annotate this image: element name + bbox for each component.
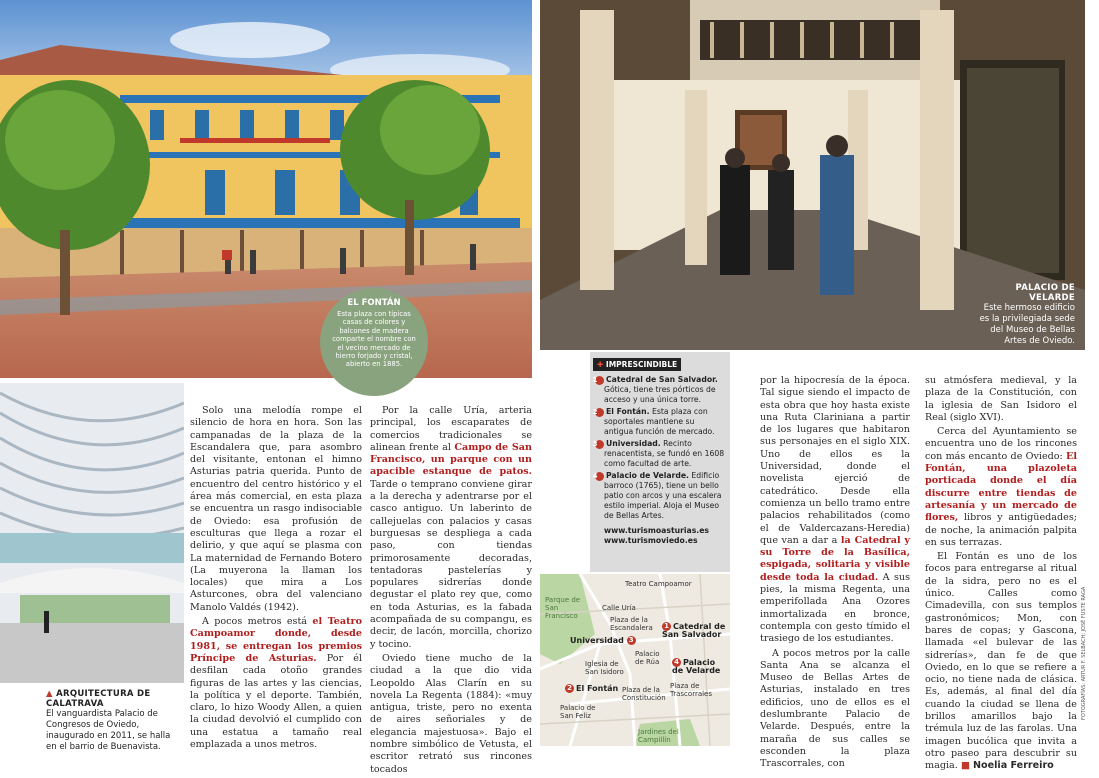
- col1-paragraph-1: Solo una melodía rompe el silencio de hora en hora. Son las campanadas de la plaza de la Escandalera que, para asombro del visitante, entonan el himno Asturias patria querida. Punto de encuentro del centro histórico y el área más comercial, en esta plaza se encuentra un rasgo indisociable de Oviedo: esa profusión de esculturas que llega a rozar el delirio, y que aquí se plasma con La maternidad de Fernando Botero (La muyerona la llaman los locales) que mira a Los Asturcones, obra del valenciano Manolo Valdés (1942).: [190, 405, 362, 613]
- col2-paragraph-1: [370, 405, 532, 651]
- imprescindible-item-title: Universidad.: [606, 439, 661, 448]
- triangle-up-icon: ▲: [46, 689, 53, 699]
- velarde-caption: [975, 283, 1075, 347]
- col1-p2-highlight: el Teatro Campoamor donde, desde 1981, se entregan los premios Príncipe de Asturias.: [190, 616, 362, 664]
- map-label-escandalera: Plaza de la Escandalera: [610, 616, 653, 632]
- imprescindible-item-text: Edificio barroco (1765), tiene un bello patio con arcos y una escalera estilo imperial. Aloja el Museo de Bellas Artes.: [604, 471, 722, 520]
- number-marker: 1: [595, 376, 604, 385]
- photo-credit: FOTOGRAFÍAS: ARTUR F. SELBACH; JOSÉ FUSTE RAGA: [1081, 586, 1087, 720]
- calatrava-caption-title: [46, 689, 181, 709]
- number-marker: 4: [595, 472, 604, 481]
- col4-paragraph-1: su atmósfera medieval, y la plaza de la Constitución, con la iglesia de San Isidoro el Real (siglo XVI).: [925, 375, 1077, 423]
- article-column-2: [370, 405, 532, 778]
- col3-paragraph-1: [760, 375, 910, 646]
- map-label-uria: Calle Uría: [602, 604, 636, 612]
- imprescindible-item: [592, 471, 725, 521]
- col4-p2-text-a: Cerca del Ayuntamiento se encuentra uno de los rincones con más encanto de Oviedo:: [925, 426, 1077, 462]
- map-label-trascorrales: Plaza de Trascorrales: [670, 682, 713, 698]
- map-label-campillin: Jardines del Campillín: [638, 728, 679, 744]
- link-turismoasturias[interactable]: www.turismoasturias.es: [604, 526, 709, 535]
- fontan-plaza-photo: [0, 0, 532, 378]
- col1-paragraph-2: [190, 616, 362, 751]
- imprescindible-item-text: Recinto renacentista, se fundó en 1608 como facultad de arte.: [604, 439, 725, 468]
- fontan-caption-text: Esta plaza con típicas casas de colores y balcones de madera comparte el nombre con el vecino mercado de hierro forjado y cristal, abierto en 1885.: [332, 310, 416, 369]
- col4-p2-highlight: El Fontán, una plazoleta porticada donde el día discurre entre tiendas de artesanía y un mercado de flores,: [925, 450, 1077, 524]
- map-label-parque: Parque de San Francisco: [545, 596, 581, 620]
- calatrava-caption-text: El vanguardista Palacio de Congresos de Oviedo, inaugurado en 2011, se halla en el barrio de Buenavista.: [46, 709, 171, 752]
- map-label-velarde: [672, 658, 728, 675]
- calatrava-caption: [46, 689, 181, 753]
- imprescindible-box: [590, 352, 730, 572]
- number-marker: 3: [595, 440, 604, 449]
- col4-paragraph-3: [925, 551, 1077, 772]
- imprescindible-links: [590, 523, 730, 546]
- velarde-caption-text: Este hermoso edificio es la privilegiada sede del Museo de Bellas Artes de Oviedo.: [979, 303, 1075, 346]
- square-bullet-icon: ■: [960, 760, 970, 772]
- col2-p1-text-a: Por la calle Uría, arteria principal, los escaparates de comercios tradicionales se alinean frente al: [370, 405, 532, 453]
- imprescindible-item-title: Catedral de San Salvador.: [606, 375, 718, 384]
- calatrava-photo: [0, 383, 184, 683]
- plaza-illustration: [0, 0, 532, 378]
- imprescindible-header-text: IMPRESCINDIBLE: [605, 360, 678, 369]
- marker-1: 1: [662, 622, 671, 631]
- number-marker: 2: [595, 408, 604, 417]
- imprescindible-item-text: Gótica, tiene tres pórticos de acceso y una única torre.: [604, 385, 716, 404]
- fontan-caption-title: EL FONTÁN: [347, 298, 401, 308]
- map-label-fontan-text: El Fontán: [576, 684, 619, 693]
- imprescindible-item-title: El Fontán.: [606, 407, 650, 416]
- col1-p2-text-b: Por él desfilan cada otoño grandes figuras de las artes y las ciencias, la política y el deporte. También, claro, lo hizo Woody Allen, a quien la ciudad devolvió el cumplido con una estatua a tamaño real emplazada a unos metros.: [190, 652, 362, 751]
- col3-p1-text-a: por la hipocresía de la época. Tal sigue siendo el impacto de esta obra que hoy hasta existe una Ruta Clariniana a partir de los lugares que habitaron sus personajes en el siglo XIX. Uno de ellos es la Universidad, donde el novelista ejerció de catedrático. Desde ella comienza un bello tramo entre palacios rehabilitados (como el de Valdercazans-Heredia) que van a dar a: [760, 375, 910, 546]
- calatrava-caption-title-text: ARQUITECTURA DE CALATRAVA: [46, 689, 151, 709]
- col4-p3-text: El Fontán es uno de los focos para entregarse al ritual de la sidra, pero no es el único. Calles como Cimadevilla, con sus templos gastronómicos; Mon, con bares de copas; y Gascona, llamada «el bulevar de las sidrerías», dan fe de que Oviedo, en lo que se refiere a ocio, no tiene nada de clásica. Es, además, al final del día cuando la ciudad se llena de brillos amarillos bajo la trémula luz de las farolas. Una imagen bucólica que invita a otro paseo para descubrir su magia.: [925, 551, 1077, 772]
- col2-p1-highlight: Campo de San Francisco, un parque con un apacible estanque de patos.: [370, 441, 532, 478]
- imprescindible-header: [593, 358, 681, 371]
- col2-p1-text-b: Tarde o temprano conviene girar a la derecha y adentrarse por el casco antiguo. Un laberinto de callejuelas con palacios y casas burguesas se despliega a cada paso, con tiendas primorosamente decoradas, tentadoras pastelerías y populares sidrerías donde degustar el plato rey que, como en toda Asturias, es la fabada acompañada de su compangu, es decir, de lacón, morcilla, chorizo y tocino.: [370, 478, 532, 650]
- marker-2: 2: [565, 684, 574, 693]
- imprescindible-item: [592, 439, 725, 469]
- imprescindible-item-text: Esta plaza con soportales mantiene su antigua función de mercado.: [604, 407, 715, 436]
- author-name: Noelia Ferreiro: [973, 760, 1054, 772]
- oviedo-map: [540, 574, 730, 746]
- marker-3: 3: [627, 636, 636, 645]
- marker-4: 4: [672, 658, 681, 667]
- velarde-caption-title: PALACIO DE VELARDE: [1015, 283, 1075, 303]
- col3-p1-highlight: la Catedral y su Torre de la Basílica, espigada, solitaria y visible desde toda la ciudad.: [760, 534, 910, 583]
- map-label-rua: Palacio de Rúa: [635, 650, 660, 666]
- col4-paragraph-2: [925, 426, 1077, 549]
- map-label-universidad-text: Universidad: [570, 636, 624, 645]
- col3-p1-text-b: A sus pies, la misma Regenta, una emperifollada Ana Ozores inmortalizada en bronce, contempla con gesto tímido el trasiego de los estudiantes.: [760, 571, 910, 645]
- map-label-universidad: [570, 636, 638, 645]
- map-label-catedral: [662, 622, 728, 639]
- imprescindible-item: [592, 407, 725, 437]
- article-column-1: [190, 405, 362, 753]
- article-column-3: [760, 375, 910, 773]
- col1-p2-text-a: A pocos metros está: [202, 616, 313, 628]
- map-label-teatro: Teatro Campoamor: [625, 580, 692, 588]
- col3-paragraph-2: A pocos metros por la calle Santa Ana se alcanza el Museo de Bellas Artes de Asturias, instalado en tres edificios, uno de ellos es el deslumbrante Palacio de Velarde. Después, entre la maraña de sus calles se esconden la plaza Trascorrales, con: [760, 647, 910, 770]
- link-turismoviedo[interactable]: www.turismoviedo.es: [604, 536, 698, 545]
- article-column-4: [925, 375, 1077, 775]
- col4-p2-text-b: libros y antigüedades; de noche, la animación palpita en sus terrazas.: [925, 512, 1077, 548]
- map-label-fontan: [565, 684, 618, 693]
- imprescindible-list: [590, 371, 730, 521]
- map-label-san-feliz: Palacio de San Feliz: [560, 704, 596, 720]
- fontan-caption-badge: [320, 288, 428, 396]
- plus-icon: ✚: [597, 360, 604, 369]
- calatrava-illustration: [0, 383, 184, 683]
- map-label-san-isidoro: Iglesia de San Isidoro: [585, 660, 624, 676]
- map-label-velarde-text: Palacio de Velarde: [672, 658, 721, 675]
- imprescindible-item: [592, 375, 725, 405]
- map-label-constitucion: Plaza de la Constitución: [622, 686, 666, 702]
- col2-paragraph-2: Oviedo tiene mucho de la ciudad a la que dio vida Leopoldo Alas Clarín en su novela La Regenta (1884): «muy antigua, triste, pero no exenta de aires señoriales y de elegancia majestuosa». Bajo el nombre simbólico de Vetusta, el escritor retrató sus rincones tocados: [370, 652, 532, 775]
- imprescindible-item-title: Palacio de Velarde.: [606, 471, 689, 480]
- map-label-catedral-text: Catedral de San Salvador: [662, 622, 726, 639]
